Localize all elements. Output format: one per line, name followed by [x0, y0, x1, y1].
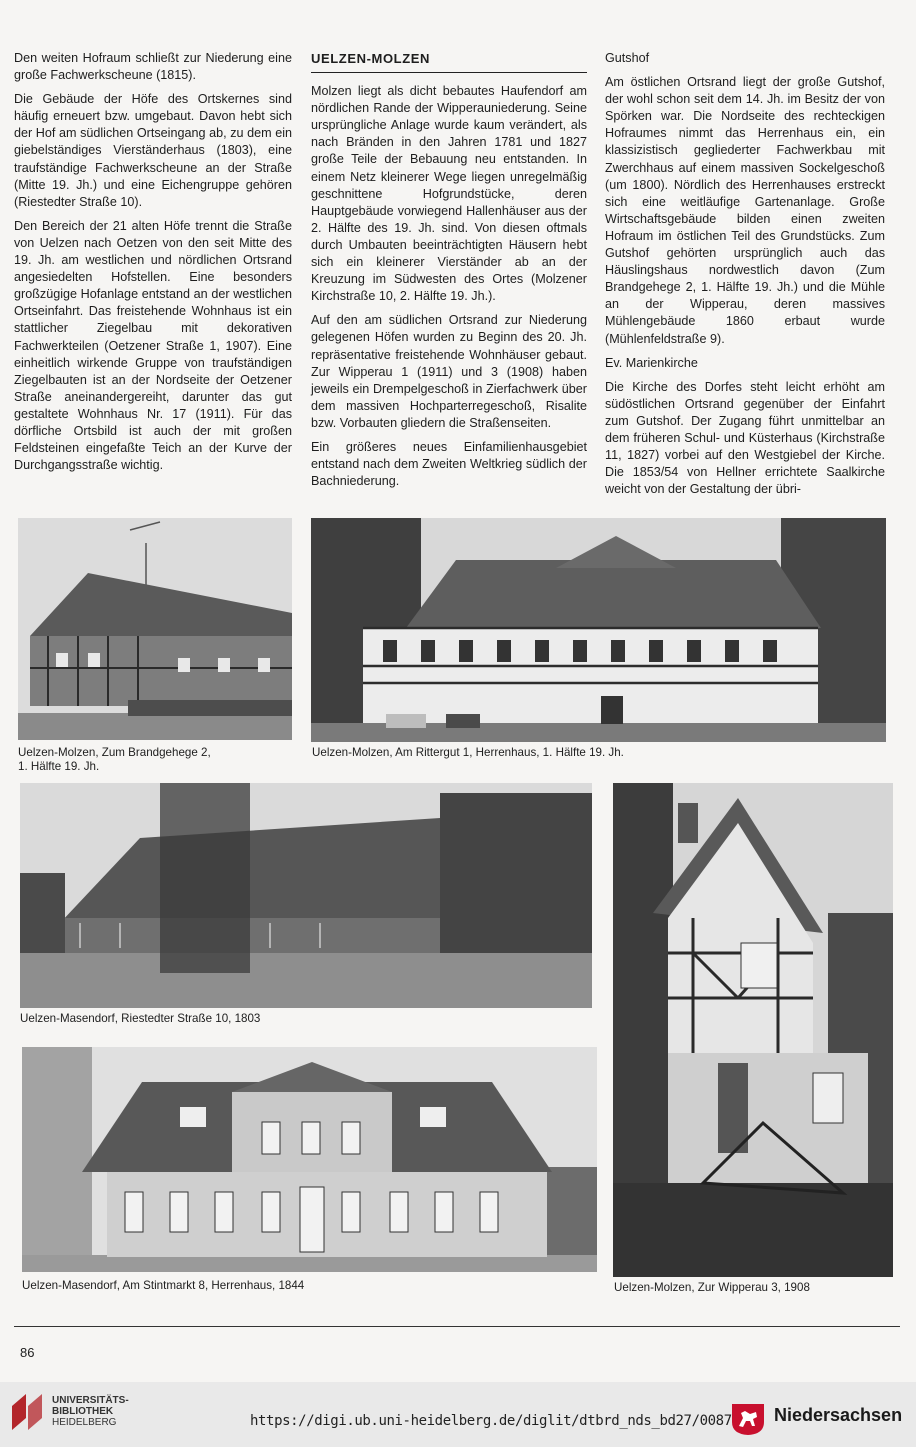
paragraph: Ein größeres neues Einfamilienhausgebiet entstand nach dem Zweiten Weltkrieg südlich der Bachniederung. — [311, 439, 587, 489]
niedersachsen-label: Niedersachsen — [774, 1405, 903, 1425]
caption-line: 1. Hälfte 19. Jh. — [18, 760, 100, 773]
caption-rittergut: Uelzen-Molzen, Am Rittergut 1, Herrenhaus, 1. Hälfte 19. Jh. — [312, 746, 624, 759]
library-logo-icon — [10, 1392, 44, 1432]
caption-line: Uelzen-Molzen, Zum Brandgehege 2, — [18, 746, 211, 759]
library-name — [52, 1395, 129, 1428]
photo-wipperau — [613, 783, 893, 1277]
text-column-2 — [311, 50, 587, 497]
paragraph: Die Gebäude der Höfe des Ortskernes sind häufig erneuert bzw. umgebaut. Davon hebt sich der Hof am südlichen Ortseingang ab, zu dem ein giebelständiges Vierständerhaus (1803), eine traufständige Fachwerkscheune an der Straße (Mitte 19. Jh.) und eine Eichengruppe gehören (Riestedter Straße 10). — [14, 92, 292, 209]
caption-brandgehege — [18, 746, 211, 774]
paragraph: Auf den am südlichen Ortsrand zur Niederung gelegenen Höfen wurden zu Beginn des 20. Jh. repräsentative freistehende Wohnhäuser gebaut. Zur Wipperau 1 (1911) und 3 (1908) haben jeweils ein Drempelgeschoß in Zierfachwerk über dem massiven Hochparterregeschoß, Risalite bzw. Vorbauten gliedern die Straßenseiten. — [311, 313, 587, 430]
caption-riestedter: Uelzen-Masendorf, Riestedter Straße 10, 1803 — [20, 1012, 261, 1025]
niedersachsen-horse-icon — [730, 1402, 766, 1436]
text-column-3 — [605, 50, 885, 505]
library-line: HEIDELBERG — [52, 1417, 117, 1428]
paragraph: Die Kirche des Dorfes steht leicht erhöht am südöstlichen Ortsrand gegenüber der Einfahrt zum Gutshof. Der Zugang führt unmittelbar an dem früheren Schul- und Küsterhaus (Kirchstraße 11, 1827) vorbei auf den Westgiebel der Kirche. Die 1853/54 von Hellner errichtete Saalkirche weicht von der Gestaltung der übri- — [605, 379, 885, 497]
paragraph: Molzen liegt als dicht bebautes Haufendorf am nördlichen Rande der Wipperauniederung. Seine ursprüngliche Anlage wurde kaum verändert, als nach Bränden in den Jahren 1781 und 1827 große Teile der Bebauung neu entstanden. In einem Netz kleinerer Wege liegen unregelmäßig geschnittene Hofgrundstücke, deren Hauptgebäude vorwiegend Hallenhäuser aus der 2. Hälfte des 19. Jh. sind. Von diesen oftmals durch Umbauten beeinträchtigten Häusern hebt sich ein kleinerer Vierständer ab an der Kreuzung im Südwesten des Ortes (Molzener Kirchstraße 10, 2. Hälfte 19. Jh.). — [311, 84, 587, 304]
caption-stintmarkt: Uelzen-Masendorf, Am Stintmarkt 8, Herrenhaus, 1844 — [22, 1279, 305, 1292]
photo-brandgehege — [18, 518, 292, 740]
paragraph: Am östlichen Ortsrand liegt der große Gutshof, der wohl schon seit dem 14. Jh. im Besitz der von Spörken war. Die Nordseite des rechteckigen Hofraumes nimmt das Herrenhaus ein, ein klassizistisch gegliederter Fachwerkbau mit Zwerchhaus auf einem massiven Sockelgeschoß (um 1800). Nördlich des Herrenhauses erstreckt sich eine weitläufige Gartenanlage. Große Wirtschaftsgebäude bilden einen zweiten Hofraum im östlichen Teil des Grundstücks. Zum Gutshof gehörten ursprünglich auch das Häuslingshaus nordwestlich davon (Zum Brandgehege 2, 1. Hälfte 19. Jh.) und die Mühle an der Wipperau, deren massives Mühlengebäude 1860 erbaut wurde (Mühlenfeldstraße 9). — [605, 75, 885, 346]
library-line: BIBLIOTHEK — [52, 1406, 114, 1417]
text-column-1 — [14, 50, 292, 481]
section-heading: UELZEN-MOLZEN — [311, 50, 587, 73]
paragraph: Den weiten Hofraum schließt zur Niederung eine große Fachwerkscheune (1815). — [14, 51, 292, 83]
subheading-gutshof: Gutshof — [605, 51, 650, 65]
footer-bar — [0, 1382, 916, 1447]
permalink-url[interactable]: https://digi.ub.uni-heidelberg.de/diglit/dtbrd_nds_bd27/0087 — [250, 1413, 732, 1429]
photo-rittergut — [311, 518, 886, 742]
photo-stintmarkt — [22, 1047, 597, 1272]
photo-riestedter-strasse — [20, 783, 592, 1008]
page-rule — [14, 1326, 900, 1327]
page-number: 86 — [20, 1345, 35, 1360]
paragraph: Den Bereich der 21 alten Höfe trennt die Straße von Uelzen nach Oetzen von den seit Mitte des 19. Jh. am westlichen und nördlichen Ortsrand angesiedelten Hofstellen. Eine besonders großzügige Hofanlage entstand an der westlichen Ortseinfahrt. Das freistehende Wohnhaus ist ein stattlicher Ziegelbau mit dekorativen Fachwerkteilen (Oetzener Straße 1, 1907). Eine einheitlich wirkende Gruppe von traufständigen Ziegelbauten ist an der Nordseite der Oetzener Straße aneinandergereiht, darunter das gut gestaltete Wohnhaus Nr. 17 (1911). Für das dörfliche Ortsbild ist auch der mit großen Feldsteinen eingefaßte Teich an der Kurve der Durchgangsstraße wichtig. — [14, 218, 292, 473]
caption-wipperau: Uelzen-Molzen, Zur Wipperau 3, 1908 — [614, 1281, 810, 1294]
subheading-marienkirche: Ev. Marienkirche — [605, 355, 698, 370]
library-line: UNIVERSITÄTS- — [52, 1395, 129, 1406]
